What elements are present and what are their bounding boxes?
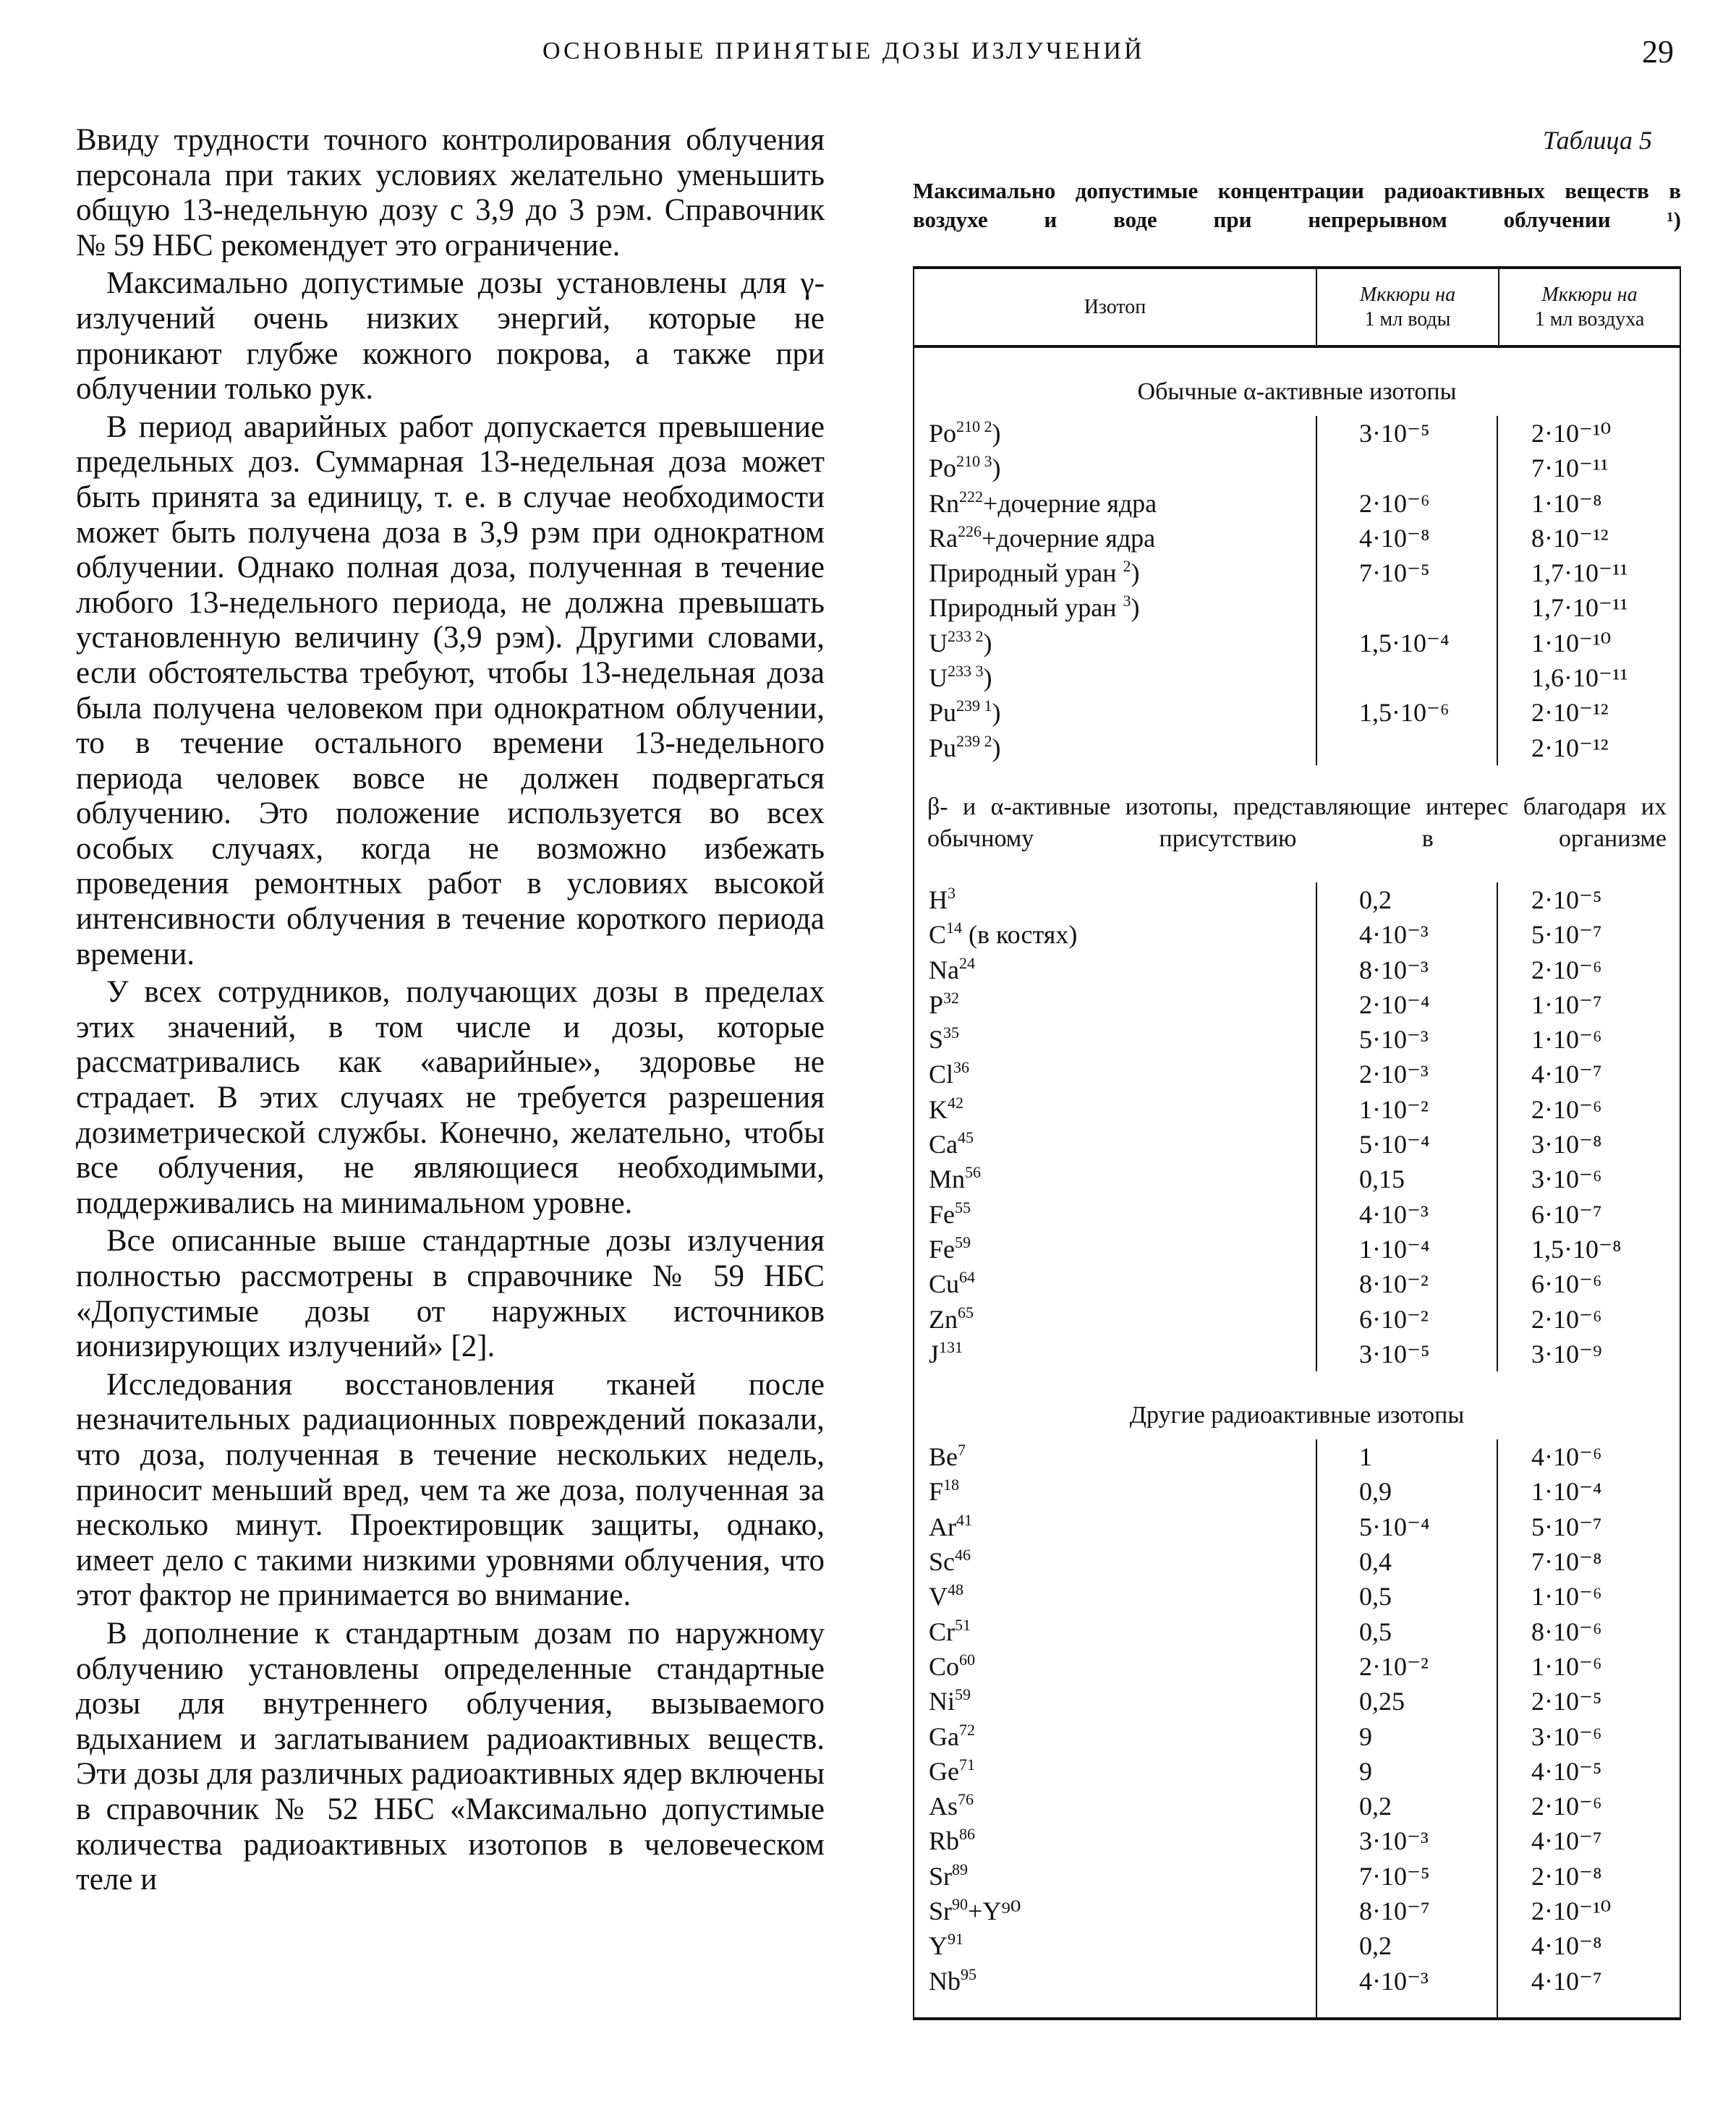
mass-number: 55 xyxy=(955,1198,971,1217)
cell-isotope xyxy=(914,1684,1316,1719)
isotope-symbol: K xyxy=(929,1094,948,1124)
isotope-note: ) xyxy=(1131,558,1140,588)
cell-water: 0,2 xyxy=(1359,1792,1392,1821)
cell-water: 0,4 xyxy=(1359,1547,1392,1577)
isotope-note: ) xyxy=(1131,593,1140,623)
table-row xyxy=(914,1544,1680,1579)
cell-isotope xyxy=(914,1197,1316,1232)
isotope-symbol: Po xyxy=(929,419,957,448)
cell-air: 4·10⁻⁷ xyxy=(1531,1060,1602,1089)
mass-number: 90 xyxy=(952,1894,969,1913)
isotope-symbol: J xyxy=(929,1339,940,1369)
cell-water: 1,5·10⁻⁴ xyxy=(1359,628,1450,657)
cell-isotope xyxy=(914,1614,1316,1649)
cell-isotope xyxy=(914,590,1316,625)
cell-water: 9 xyxy=(1359,1756,1372,1786)
cell-isotope xyxy=(914,451,1316,485)
isotope-symbol: Co xyxy=(929,1651,960,1681)
cell-air: 2·10⁻¹² xyxy=(1531,698,1609,728)
column-header-isotope: Изотоп xyxy=(1084,295,1146,318)
isotope-symbol: Sr xyxy=(929,1896,953,1925)
mass-number: 86 xyxy=(959,1825,976,1844)
cell-water: 3·10⁻³ xyxy=(1359,1826,1429,1856)
cell-water xyxy=(1316,590,1497,625)
cell-isotope xyxy=(914,1928,1316,1963)
cell-air: 6·10⁻⁷ xyxy=(1531,1199,1602,1229)
table-row xyxy=(914,521,1680,556)
cell-air: 4·10⁻⁵ xyxy=(1531,1756,1602,1786)
cell-water: 4·10⁻³ xyxy=(1359,1966,1429,1996)
cell-isotope xyxy=(914,1267,1316,1301)
cell-isotope xyxy=(914,1544,1316,1579)
cell-isotope xyxy=(914,1823,1316,1858)
table-row xyxy=(914,1302,1680,1337)
isotope-note: ) xyxy=(992,454,1001,483)
mass-number: 14 xyxy=(946,919,963,937)
table-row xyxy=(914,987,1680,1022)
cell-isotope xyxy=(914,556,1316,590)
cell-isotope xyxy=(914,1057,1316,1091)
cell-air: 2·10⁻¹⁰ xyxy=(1531,419,1612,448)
cell-air: 1·10⁻⁶ xyxy=(1531,1651,1602,1681)
cell-water: 9 xyxy=(1359,1721,1372,1751)
section-title: β- и α-активные изотопы, представляющие интерес благодаря их обычному присутствию в организме xyxy=(927,793,1667,852)
cell-isotope xyxy=(914,1649,1316,1684)
table-row xyxy=(914,626,1680,660)
page-number: 29 xyxy=(1642,34,1674,69)
isotope-note: ) xyxy=(983,628,992,657)
cell-water: 6·10⁻² xyxy=(1359,1304,1429,1334)
mass-number: 2 xyxy=(1123,557,1131,576)
paragraph: В период аварийных работ допускается превышение предельных доз. Суммарная 13-недельная доза может быть принята за единицу, т. е. в случае необходимости может быть получена доза в 3,9 рэм при однократном облучении. Однако полная доза, полученная в течение любого 13-недельного периода, не должна превышать установленную величину (3,9 рэм). Другими словами, если обстоятельства требуют, чтобы 13-недельная доза была получена человеком при однократном облучении, то в течение остального времени 13-недельного периода человек вовсе не должен подвергаться облучению. Это положение используется во всех особых случаях, когда не возможно избежать проведения ремонтных работ в условиях высокой интенсивности облучения в течение короткого периода времени. xyxy=(76,409,825,971)
cell-water: 8·10⁻³ xyxy=(1359,955,1429,984)
cell-air: 7·10⁻¹¹ xyxy=(1531,454,1609,483)
cell-isotope xyxy=(914,1474,1316,1509)
cell-air: 1·10⁻¹⁰ xyxy=(1531,628,1612,657)
mass-number: 42 xyxy=(948,1093,963,1112)
cell-water: 1·10⁻⁴ xyxy=(1359,1234,1430,1264)
cell-air: 2·10⁻⁶ xyxy=(1531,1094,1602,1124)
cell-isotope xyxy=(914,695,1316,730)
mass-number: 64 xyxy=(959,1268,976,1287)
table-title: Максимально допустимые концентрации радиоактивных веществ в воздухе и воде при непрерывном облучении ¹) xyxy=(913,178,1681,232)
table-row xyxy=(914,1823,1680,1858)
cell-air: 4·10⁻⁸ xyxy=(1531,1931,1602,1961)
table-row xyxy=(914,1232,1680,1267)
mass-number: 65 xyxy=(958,1303,974,1321)
cell-water: 0,5 xyxy=(1359,1582,1392,1612)
cell-water: 4·10⁻³ xyxy=(1359,920,1429,950)
cell-isotope xyxy=(914,953,1316,987)
table-row xyxy=(914,1719,1680,1754)
cell-air: 2·10⁻⁸ xyxy=(1531,1861,1602,1891)
isotope-symbol: Ni xyxy=(929,1687,955,1716)
table-column xyxy=(913,123,1681,2020)
isotope-symbol: Природный уран xyxy=(929,558,1123,588)
isotope-symbol: H xyxy=(929,885,948,914)
body-text-column xyxy=(76,123,825,1898)
cell-water: 1·10⁻² xyxy=(1359,1094,1429,1124)
cell-water: 2·10⁻⁴ xyxy=(1359,989,1430,1019)
isotope-table xyxy=(913,266,1681,2020)
mass-number: 56 xyxy=(965,1163,982,1182)
isotope-symbol: Be xyxy=(929,1442,958,1472)
mass-number: 41 xyxy=(956,1510,972,1529)
mass-number: 3 xyxy=(1123,592,1131,610)
isotope-note: +дочерние ядра xyxy=(982,523,1156,553)
table-row xyxy=(914,1579,1680,1614)
cell-air: 1,6·10⁻¹¹ xyxy=(1531,663,1628,693)
cell-water: 0,25 xyxy=(1359,1687,1405,1716)
cell-isotope xyxy=(914,1579,1316,1614)
mass-number: 226 xyxy=(958,522,982,540)
cell-isotope xyxy=(914,1510,1316,1544)
cell-air: 1·10⁻⁶ xyxy=(1531,1025,1602,1055)
cell-isotope xyxy=(914,626,1316,660)
cell-isotope xyxy=(914,1894,1316,1928)
cell-air: 1·10⁻⁷ xyxy=(1531,989,1602,1019)
table-row xyxy=(914,695,1680,730)
cell-isotope xyxy=(914,1439,1316,1474)
isotope-symbol: Na xyxy=(929,955,959,984)
cell-air: 2·10⁻⁶ xyxy=(1531,955,1602,984)
cell-isotope xyxy=(914,1964,1316,1999)
table-row xyxy=(914,486,1680,521)
column-header-air-line2: 1 мл воздуха xyxy=(1534,307,1645,331)
cell-air: 3·10⁻⁹ xyxy=(1531,1339,1602,1369)
cell-isotope xyxy=(914,1232,1316,1267)
table-row xyxy=(914,1162,1680,1196)
table-row xyxy=(914,1684,1680,1719)
isotope-symbol: Fe xyxy=(929,1199,955,1229)
mass-number: 91 xyxy=(948,1930,963,1949)
mass-number: 239 2 xyxy=(956,731,992,750)
column-header-air-line1: Мккюри на xyxy=(1541,283,1638,306)
isotope-symbol: Sc xyxy=(929,1547,955,1577)
table-row xyxy=(914,1789,1680,1823)
isotope-symbol: Sr xyxy=(929,1861,953,1891)
mass-number: 72 xyxy=(958,1720,975,1739)
cell-air: 2·10⁻⁶ xyxy=(1531,1792,1602,1821)
isotope-note: ) xyxy=(992,419,1001,448)
cell-isotope xyxy=(914,1754,1316,1789)
cell-air: 1,7·10⁻¹¹ xyxy=(1531,558,1628,588)
cell-water: 4·10⁻³ xyxy=(1359,1199,1429,1229)
mass-number: 46 xyxy=(955,1546,971,1565)
isotope-symbol: Y xyxy=(929,1931,948,1961)
isotope-symbol: Pu xyxy=(929,733,957,762)
cell-isotope xyxy=(914,486,1316,521)
isotope-symbol: Ar xyxy=(929,1512,956,1541)
cell-water: 8·10⁻⁷ xyxy=(1359,1896,1430,1925)
mass-number: 24 xyxy=(958,953,975,972)
isotope-symbol: F xyxy=(929,1477,944,1507)
cell-water: 2·10⁻² xyxy=(1359,1651,1429,1681)
isotope-note: ) xyxy=(992,698,1001,728)
isotope-symbol: Ra xyxy=(929,523,958,553)
mass-number: 71 xyxy=(958,1755,975,1774)
cell-water xyxy=(1316,451,1497,485)
cell-water: 5·10⁻⁴ xyxy=(1359,1512,1430,1541)
cell-water: 3·10⁻⁵ xyxy=(1359,419,1430,448)
table-row xyxy=(914,1510,1680,1544)
isotope-symbol: Nb xyxy=(929,1966,961,1996)
mass-number: 51 xyxy=(955,1615,971,1634)
mass-number: 35 xyxy=(943,1023,960,1042)
table-row xyxy=(914,731,1680,765)
cell-air: 1,7·10⁻¹¹ xyxy=(1531,593,1628,623)
table-row xyxy=(914,1092,1680,1127)
mass-number: 233 2 xyxy=(948,626,984,645)
cell-isotope xyxy=(914,1719,1316,1754)
section-title: Обычные α-активные изотопы xyxy=(1137,378,1457,405)
table-row xyxy=(914,451,1680,485)
running-head: ОСНОВНЫЕ ПРИНЯТЫЕ ДОЗЫ ИЗЛУЧЕНИЙ xyxy=(542,38,1145,64)
cell-water: 1,5·10⁻⁶ xyxy=(1359,698,1450,728)
cell-isotope xyxy=(914,1127,1316,1162)
isotope-note: (в костях) xyxy=(962,920,1078,950)
cell-isotope xyxy=(914,1092,1316,1127)
table-row xyxy=(914,556,1680,590)
cell-air: 2·10⁻⁶ xyxy=(1531,1304,1602,1334)
isotope-symbol: Mn xyxy=(929,1165,966,1194)
isotope-symbol: V xyxy=(929,1582,948,1612)
isotope-symbol: C xyxy=(929,920,947,950)
isotope-symbol: Cu xyxy=(929,1269,960,1299)
cell-air: 1,5·10⁻⁸ xyxy=(1531,1234,1622,1264)
cell-air: 2·10⁻⁵ xyxy=(1531,885,1602,914)
mass-number: 7 xyxy=(958,1441,966,1460)
mass-number: 131 xyxy=(939,1337,963,1356)
cell-isotope xyxy=(914,660,1316,695)
cell-isotope xyxy=(914,1022,1316,1057)
isotope-symbol: Ga xyxy=(929,1721,959,1751)
cell-water: 7·10⁻⁵ xyxy=(1359,558,1430,588)
cell-isotope xyxy=(914,1859,1316,1894)
isotope-note: +дочерние ядра xyxy=(983,488,1157,518)
table-row xyxy=(914,416,1680,451)
cell-air: 1·10⁻⁸ xyxy=(1531,488,1602,518)
isotope-symbol: Cl xyxy=(929,1060,954,1089)
cell-air: 2·10⁻⁵ xyxy=(1531,1687,1602,1716)
mass-number: 3 xyxy=(948,883,956,902)
table-header xyxy=(914,269,1680,348)
cell-air: 3·10⁻⁶ xyxy=(1531,1721,1602,1751)
mass-number: 48 xyxy=(948,1580,963,1599)
mass-number: 233 3 xyxy=(948,662,984,681)
isotope-symbol: Po xyxy=(929,454,957,483)
table-row xyxy=(914,1964,1680,1999)
cell-isotope xyxy=(914,1302,1316,1337)
cell-water: 4·10⁻⁸ xyxy=(1359,523,1430,553)
cell-water xyxy=(1316,660,1497,695)
paragraph: У всех сотрудников, получающих дозы в пределах этих значений, в том числе и дозы, которые рассматривались как «аварийные», здоровье не страдает. В этих случаях не требуется разрешения дозиметрической службы. Конечно, желательно, чтобы все облучения, не являющиеся необходимыми, поддерживались на минимальном уровне. xyxy=(76,975,825,1220)
cell-water: 0,15 xyxy=(1359,1165,1405,1194)
cell-isotope xyxy=(914,917,1316,952)
isotope-symbol: Fe xyxy=(929,1234,955,1264)
mass-number: 95 xyxy=(961,1965,977,1983)
mass-number: 222 xyxy=(959,487,984,506)
cell-water: 0,5 xyxy=(1359,1617,1392,1646)
cell-air: 2·10⁻¹² xyxy=(1531,733,1609,762)
isotope-symbol: Rn xyxy=(929,488,960,518)
isotope-symbol: Ca xyxy=(929,1130,958,1159)
mass-number: 210 3 xyxy=(956,452,992,471)
cell-water: 1 xyxy=(1359,1442,1372,1472)
cell-air: 4·10⁻⁷ xyxy=(1531,1826,1602,1856)
mass-number: 239 1 xyxy=(956,697,992,715)
mass-number: 59 xyxy=(955,1233,971,1251)
table-row xyxy=(914,1337,1680,1371)
table-body xyxy=(914,348,1680,2017)
paragraph: Все описанные выше стандартные дозы излучения полностью рассмотрены в справочнике № 59 НБС «Допустимые дозы от наружных источников ионизирующих излучений» [2]. xyxy=(76,1224,825,1364)
section-rows xyxy=(914,416,1680,765)
section-rows xyxy=(914,1439,1680,2017)
mass-number: 59 xyxy=(955,1685,971,1704)
isotope-symbol: Cr xyxy=(929,1617,955,1646)
isotope-symbol: Zn xyxy=(929,1304,958,1334)
cell-air: 7·10⁻⁸ xyxy=(1531,1547,1602,1577)
table-row xyxy=(914,953,1680,987)
paragraph: Ввиду трудности точного контролирования облучения персонала при таких условиях желательно уменьшить общую 13-недельную дозу с 3,9 до 3 рэм. Справочник № 59 НБС рекомендует это ограничение. xyxy=(76,123,825,263)
table-row xyxy=(914,1474,1680,1509)
cell-water: 2·10⁻⁶ xyxy=(1359,488,1430,518)
table-row xyxy=(914,1649,1680,1684)
cell-air: 1·10⁻⁶ xyxy=(1531,1582,1602,1612)
mass-number: 60 xyxy=(959,1650,976,1669)
table-row xyxy=(914,660,1680,695)
cell-air: 8·10⁻⁶ xyxy=(1531,1617,1602,1646)
table-row xyxy=(914,917,1680,952)
table-row xyxy=(914,1267,1680,1301)
isotope-symbol: Ge xyxy=(929,1756,959,1786)
table-row xyxy=(914,882,1680,917)
cell-air: 3·10⁻⁶ xyxy=(1531,1165,1602,1194)
section-rows xyxy=(914,882,1680,1371)
isotope-symbol: U xyxy=(929,663,948,693)
cell-water: 5·10⁻³ xyxy=(1359,1025,1429,1055)
table-row xyxy=(914,1022,1680,1057)
cell-isotope xyxy=(914,731,1316,765)
cell-air: 6·10⁻⁶ xyxy=(1531,1269,1602,1299)
column-header-water-line2: 1 мл воды xyxy=(1364,307,1451,331)
mass-number: 76 xyxy=(958,1790,974,1809)
mass-number: 36 xyxy=(953,1058,970,1077)
column-header-water-line1: Мккюри на xyxy=(1359,283,1456,306)
cell-water: 3·10⁻⁵ xyxy=(1359,1339,1430,1369)
cell-water: 7·10⁻⁵ xyxy=(1359,1861,1430,1891)
cell-isotope xyxy=(914,987,1316,1022)
cell-isotope xyxy=(914,521,1316,556)
isotope-symbol: P xyxy=(929,989,944,1019)
isotope-symbol: S xyxy=(929,1025,944,1055)
column-header-air xyxy=(1498,269,1680,345)
cell-isotope xyxy=(914,882,1316,917)
cell-air: 3·10⁻⁸ xyxy=(1531,1130,1602,1159)
cell-air: 4·10⁻⁶ xyxy=(1531,1442,1602,1472)
isotope-symbol: As xyxy=(929,1792,958,1821)
table-row xyxy=(914,1057,1680,1091)
column-header-water xyxy=(1316,269,1498,345)
cell-air: 8·10⁻¹² xyxy=(1531,523,1609,553)
isotope-note: ) xyxy=(992,733,1001,762)
cell-air: 5·10⁻⁷ xyxy=(1531,1512,1602,1541)
cell-water: 5·10⁻⁴ xyxy=(1359,1130,1430,1159)
cell-water: 0,2 xyxy=(1359,1931,1392,1961)
isotope-symbol: Природный уран xyxy=(929,593,1123,623)
table-row xyxy=(914,1928,1680,1963)
table-bottom-gap xyxy=(914,1999,1680,2017)
cell-air: 1·10⁻⁴ xyxy=(1531,1477,1602,1507)
table-row xyxy=(914,1197,1680,1232)
paragraph: В дополнение к стандартным дозам по наружному облучению установлены определенные стандартные дозы для внутреннего облучения, вызываемого вдыханием и заглатыванием радиоактивных веществ. Эти дозы для различных радиоактивных ядер включены в справочник № 52 НБС «Максимально допустимые количества радиоактивных изотопов в человеческом теле и xyxy=(76,1616,825,1897)
cell-water: 2·10⁻³ xyxy=(1359,1060,1429,1089)
cell-isotope xyxy=(914,1337,1316,1371)
paragraph: Максимально допустимые дозы установлены для γ-излучений очень низких энергий, которые не проникают глубже кожного покрова, а также при облучении только рук. xyxy=(76,266,825,406)
mass-number: 210 2 xyxy=(956,417,992,435)
cell-air: 5·10⁻⁷ xyxy=(1531,920,1602,950)
cell-air: 4·10⁻⁷ xyxy=(1531,1966,1602,1996)
paragraph: Исследования восстановления тканей после незначительных радиационных повреждений показали, что доза, полученная в течение нескольких недель, приносит меньший вред, чем та же доза, полученная за несколько минут. Проектировщик защиты, однако, имеет дело с такими низкими уровнями облучения, что этот фактор не принимается во внимание. xyxy=(76,1367,825,1613)
isotope-symbol: Rb xyxy=(929,1826,960,1856)
table-row xyxy=(914,1614,1680,1649)
isotope-symbol: U xyxy=(929,628,948,657)
cell-isotope xyxy=(914,1162,1316,1196)
table-row xyxy=(914,1859,1680,1894)
table-row xyxy=(914,1127,1680,1162)
cell-isotope xyxy=(914,1789,1316,1823)
section-title: Другие радиоактивные изотопы xyxy=(1129,1402,1465,1429)
isotope-note: +Y⁹⁰ xyxy=(968,1896,1021,1925)
table-row xyxy=(914,1754,1680,1789)
cell-water xyxy=(1316,731,1497,765)
cell-water: 0,2 xyxy=(1359,885,1392,914)
mass-number: 18 xyxy=(943,1476,960,1494)
cell-water: 0,9 xyxy=(1359,1477,1392,1507)
cell-water: 8·10⁻² xyxy=(1359,1269,1429,1299)
isotope-symbol: Pu xyxy=(929,698,957,728)
cell-air: 2·10⁻¹⁰ xyxy=(1531,1896,1612,1925)
mass-number: 89 xyxy=(952,1860,969,1878)
table-row xyxy=(914,590,1680,625)
mass-number: 45 xyxy=(958,1128,974,1147)
table-row xyxy=(914,1439,1680,1474)
mass-number: 32 xyxy=(943,988,960,1007)
table-label: Таблица 5 xyxy=(1542,126,1652,155)
cell-isotope xyxy=(914,416,1316,451)
isotope-note: ) xyxy=(983,663,992,693)
table-row xyxy=(914,1894,1680,1928)
